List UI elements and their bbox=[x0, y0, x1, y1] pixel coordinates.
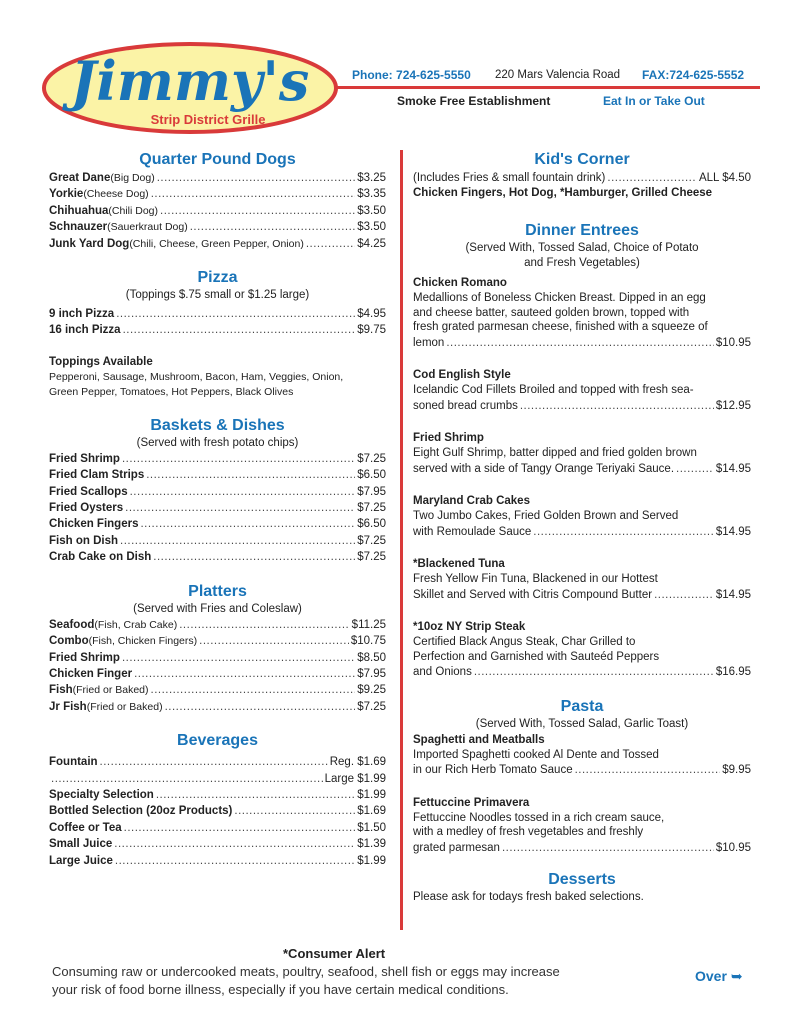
entree-price-line bbox=[413, 461, 751, 477]
item-price: $10.75 bbox=[350, 635, 386, 648]
item-price: $11.25 bbox=[351, 618, 386, 631]
item-price: $8.50 bbox=[357, 651, 386, 664]
entree-desc: Icelandic Cod Fillets Broiled and topped with fresh sea- bbox=[413, 384, 694, 397]
item-price: $7.25 bbox=[357, 551, 386, 564]
menu-item bbox=[49, 699, 386, 715]
entree-desc: and Onions bbox=[413, 666, 472, 679]
entree-price-line bbox=[413, 524, 751, 540]
entree-desc: Certified Black Angus Steak, Char Grilled to bbox=[413, 636, 636, 649]
menu-item bbox=[49, 203, 386, 219]
entree-desc: in our Rich Herb Tomato Sauce bbox=[413, 764, 573, 777]
menu-item bbox=[49, 533, 386, 549]
entree-price-line bbox=[413, 762, 751, 778]
baskets-list bbox=[49, 451, 386, 566]
entree-desc: and cheese batter, sauteed golden brown, topped with bbox=[413, 306, 690, 319]
menu-item bbox=[49, 484, 386, 500]
item-name: Seafood bbox=[49, 618, 95, 631]
beverages-list bbox=[49, 754, 386, 869]
item-price: $9.75 bbox=[357, 324, 386, 337]
section-title-pizza: Pizza bbox=[197, 269, 238, 287]
item-name: Fried Clam Strips bbox=[49, 469, 145, 482]
entree-desc: Fresh Yellow Fin Tuna, Blackened in our Hottest bbox=[413, 573, 658, 586]
menu-item bbox=[49, 803, 386, 819]
item-price: $9.95 bbox=[722, 764, 751, 777]
entree-price-line bbox=[413, 664, 751, 680]
entree-desc: grated parmesan bbox=[413, 841, 500, 854]
entree-desc: with a medley of fresh vegetables and freshly bbox=[413, 826, 644, 839]
entree-desc: Skillet and Served with Citris Compound Butter bbox=[413, 588, 653, 601]
phone-number: 724-625-5550 bbox=[396, 68, 471, 82]
alert-line: Consuming raw or undercooked meats, poultry, seafood, shell fish or eggs may increase bbox=[52, 964, 560, 979]
kids-items: Chicken Fingers, Hot Dog, *Hamburger, Grilled Cheese bbox=[413, 187, 713, 200]
over-label: Over bbox=[695, 968, 727, 984]
item-price: $14.95 bbox=[715, 462, 751, 475]
item-price: $3.50 bbox=[357, 204, 386, 217]
entree-price-line bbox=[413, 398, 751, 414]
toppings-title: Toppings Available bbox=[49, 355, 153, 368]
item-price: $3.25 bbox=[357, 172, 386, 184]
right-column bbox=[413, 150, 751, 905]
entree-price-line bbox=[413, 587, 751, 603]
menu-item bbox=[49, 754, 386, 770]
entree-name: *10oz NY Strip Steak bbox=[413, 621, 526, 634]
item-desc: (Chili Dog) bbox=[108, 204, 159, 217]
dinner-subtitle: (Served With, Tossed Salad, Choice of Potato bbox=[465, 242, 699, 254]
menu-item bbox=[49, 771, 386, 787]
item-price: $14.95 bbox=[715, 525, 751, 538]
item-price: $7.25 bbox=[357, 534, 386, 547]
menu-item bbox=[49, 306, 386, 322]
item-price: $7.95 bbox=[357, 667, 386, 680]
section-title-baskets: Baskets & Dishes bbox=[150, 416, 285, 434]
entree-name: Fried Shrimp bbox=[413, 432, 484, 445]
item-name: Great Dane bbox=[49, 172, 111, 184]
section-title-pasta: Pasta bbox=[560, 697, 604, 715]
entree-desc: Perfection and Garnished with Sauteéd Peppers bbox=[413, 650, 660, 663]
entree-desc: Two Jumbo Cakes, Fried Golden Brown and Served bbox=[413, 510, 679, 523]
pasta-subtitle: (Served With, Tossed Salad, Garlic Toast) bbox=[475, 717, 689, 730]
entree-desc: Eight Gulf Shrimp, batter dipped and fried golden brown bbox=[413, 447, 697, 460]
entree-desc: soned bread crumbs bbox=[413, 399, 518, 412]
item-price: $4.25 bbox=[357, 237, 386, 250]
menu-item bbox=[49, 516, 386, 532]
logo-subtitle: Strip District Grille bbox=[150, 112, 266, 127]
toppings-line: Pepperoni, Sausage, Mushroom, Bacon, Ham, Veggies, Onion, bbox=[49, 370, 344, 383]
item-name: Fish on Dish bbox=[49, 534, 118, 547]
section-title-platters: Platters bbox=[188, 582, 247, 600]
phone-label: Phone: bbox=[352, 68, 393, 82]
left-column bbox=[49, 150, 386, 869]
eat-in-note: Eat In or Take Out bbox=[603, 94, 705, 108]
alert-line: your risk of food borne illness, especially if you have certain medical conditions. bbox=[52, 981, 509, 997]
menu-item bbox=[49, 666, 386, 682]
fax-label: FAX: bbox=[642, 68, 670, 82]
section-title-beverages: Beverages bbox=[177, 732, 258, 750]
toppings-line: Green Pepper, Tomatoes, Hot Peppers, Black Olives bbox=[49, 385, 294, 398]
item-price: $10.95 bbox=[715, 336, 751, 349]
item-desc: (Chili, Cheese, Green Pepper, Onion) bbox=[129, 237, 304, 250]
item-name: Fried Oysters bbox=[49, 502, 124, 515]
logo-text: Jimmy's bbox=[70, 49, 310, 113]
item-name: Bottled Selection (20oz Products) bbox=[49, 805, 233, 818]
phone-line bbox=[352, 68, 471, 82]
menu-item bbox=[49, 219, 386, 235]
item-name: Small Juice bbox=[49, 838, 113, 851]
kids-includes bbox=[413, 170, 751, 186]
item-name: Combo bbox=[49, 635, 89, 648]
item-price: $1.99 bbox=[357, 788, 386, 801]
menu-item bbox=[49, 186, 386, 202]
entree-name: Chicken Romano bbox=[413, 277, 507, 289]
entree-desc: Medallions of Boneless Chicken Breast. Dipped in an egg bbox=[413, 292, 706, 304]
menu-item bbox=[49, 787, 386, 803]
item-price: $7.25 bbox=[357, 700, 386, 713]
entree-name: Maryland Crab Cakes bbox=[413, 495, 530, 508]
item-price: $16.95 bbox=[715, 666, 751, 679]
menu-item bbox=[49, 853, 386, 869]
item-price: $1.50 bbox=[357, 821, 386, 834]
item-price: ALL $4.50 bbox=[698, 172, 751, 184]
item-price: $3.50 bbox=[357, 221, 386, 234]
entree-name: Cod English Style bbox=[413, 369, 511, 382]
item-name: Crab Cake on Dish bbox=[49, 551, 152, 564]
menu-item bbox=[49, 682, 386, 698]
column-divider bbox=[400, 150, 403, 930]
pizza-subtitle: (Toppings $.75 small or $1.25 large) bbox=[125, 289, 310, 302]
entree-name: Spaghetti and Meatballs bbox=[413, 733, 545, 746]
item-name: Chicken Fingers bbox=[49, 518, 139, 531]
item-name: Fried Scallops bbox=[49, 485, 128, 498]
consumer-alert-title: *Consumer Alert bbox=[283, 946, 386, 961]
entree-desc: with Remoulade Sauce bbox=[413, 525, 532, 538]
fax-line bbox=[642, 68, 744, 82]
menu-item bbox=[49, 836, 386, 852]
menu-item bbox=[49, 617, 386, 633]
menu-item bbox=[49, 500, 386, 516]
item-price: Large $1.99 bbox=[324, 772, 386, 785]
item-desc: (Sauerkraut Dog) bbox=[107, 221, 188, 234]
item-name: Fried Shrimp bbox=[49, 452, 120, 465]
item-name: Fish bbox=[49, 684, 73, 697]
menu-item bbox=[49, 451, 386, 467]
item-desc: (Cheese Dog) bbox=[83, 188, 149, 201]
item-price: $10.95 bbox=[715, 841, 751, 854]
platters-subtitle: (Served with Fries and Coleslaw) bbox=[133, 602, 302, 615]
address: 220 Mars Valencia Road bbox=[495, 69, 621, 81]
entree-price-line bbox=[413, 335, 751, 351]
item-name: Specialty Selection bbox=[49, 788, 154, 801]
item-price: $4.95 bbox=[357, 308, 386, 321]
item-name: Coffee or Tea bbox=[49, 821, 122, 834]
hand-pointing-right-icon: ➥ bbox=[730, 968, 743, 984]
item-name: 9 inch Pizza bbox=[49, 308, 115, 321]
item-name: Large Juice bbox=[49, 854, 113, 867]
item-desc: (Fish, Crab Cake) bbox=[94, 618, 178, 631]
menu-item bbox=[49, 170, 386, 186]
item-name: Fountain bbox=[49, 756, 98, 769]
item-name: Fried Shrimp bbox=[49, 651, 120, 664]
entree-desc: lemon bbox=[413, 336, 445, 349]
fax-number: 724-625-5552 bbox=[669, 68, 745, 82]
entree-price-line bbox=[413, 840, 751, 856]
item-price: $7.25 bbox=[357, 502, 386, 515]
menu-item bbox=[49, 236, 386, 252]
dogs-list bbox=[49, 170, 386, 252]
menu-item bbox=[49, 650, 386, 666]
header-divider bbox=[335, 86, 760, 89]
kids-includes-text: (Includes Fries & small fountain drink) bbox=[413, 172, 606, 184]
consumer-alert-text bbox=[52, 963, 652, 998]
item-price: $1.69 bbox=[357, 805, 386, 818]
entree-desc: Imported Spaghetti cooked Al Dente and Tossed bbox=[413, 748, 659, 761]
item-price: $7.25 bbox=[357, 452, 386, 465]
section-title-desserts: Desserts bbox=[548, 871, 616, 889]
platters-list bbox=[49, 617, 386, 715]
item-name: Jr Fish bbox=[49, 700, 87, 713]
item-price: $6.50 bbox=[357, 518, 386, 531]
section-title-kids: Kid's Corner bbox=[534, 151, 630, 168]
desserts-text: Please ask for todays fresh baked selections. bbox=[413, 891, 644, 904]
item-name: 16 inch Pizza bbox=[49, 324, 121, 337]
item-price: $1.99 bbox=[357, 854, 386, 867]
item-name: Junk Yard Dog bbox=[49, 237, 130, 250]
item-price: $3.35 bbox=[357, 188, 386, 201]
menu-item bbox=[49, 549, 386, 565]
item-desc: (Fried or Baked) bbox=[72, 684, 149, 697]
section-title-dinner: Dinner Entrees bbox=[525, 222, 639, 239]
item-price: $7.95 bbox=[357, 485, 386, 498]
entree-desc: fresh grated parmesan cheese, finished with a squeeze of bbox=[413, 321, 708, 334]
entree-desc: served with a side of Tangy Orange Teriyaki Sauce. bbox=[413, 462, 675, 475]
baskets-subtitle: (Served with fresh potato chips) bbox=[136, 436, 299, 449]
item-price: $9.25 bbox=[357, 684, 386, 697]
menu-item bbox=[49, 322, 386, 338]
item-price: Reg. $1.69 bbox=[329, 756, 386, 769]
item-price: $14.95 bbox=[715, 588, 751, 601]
jimmys-logo bbox=[40, 38, 340, 138]
dinner-subtitle: and Fresh Vegetables) bbox=[524, 257, 640, 269]
entree-desc: Fettuccine Noodles tossed in a rich cream sauce, bbox=[413, 811, 665, 824]
item-price: $6.50 bbox=[357, 469, 386, 482]
smoke-free-note: Smoke Free Establishment bbox=[397, 94, 551, 108]
over-link[interactable] bbox=[695, 968, 743, 985]
item-price: $1.39 bbox=[357, 838, 386, 851]
item-desc: (Fried or Baked) bbox=[86, 700, 163, 713]
item-desc: (Big Dog) bbox=[110, 172, 155, 184]
item-name: Schnauzer bbox=[49, 221, 108, 234]
section-title-dogs: Quarter Pound Dogs bbox=[139, 151, 296, 168]
item-name: Chihuahua bbox=[49, 204, 109, 217]
menu-item bbox=[49, 820, 386, 836]
entree-name: *Blackened Tuna bbox=[413, 558, 505, 571]
menu-item bbox=[49, 467, 386, 483]
item-desc: (Fish, Chicken Fingers) bbox=[88, 635, 198, 648]
entree-name: Fettuccine Primavera bbox=[413, 796, 530, 809]
item-price: $12.95 bbox=[715, 399, 751, 412]
item-name: Yorkie bbox=[49, 188, 84, 201]
item-name: Chicken Finger bbox=[49, 667, 133, 680]
menu-item bbox=[49, 633, 386, 649]
